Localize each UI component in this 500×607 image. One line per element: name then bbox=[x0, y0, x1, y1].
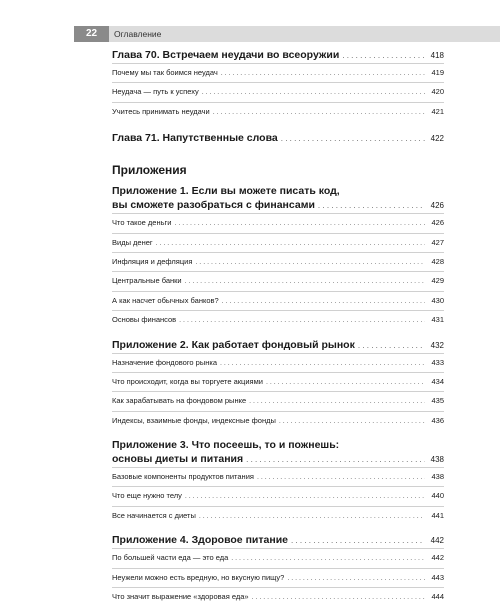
toc-item[interactable] bbox=[112, 213, 444, 232]
item-page: 428 bbox=[431, 256, 444, 266]
toc-item[interactable] bbox=[112, 271, 444, 290]
dot-leader bbox=[279, 413, 425, 431]
item-title: Что происходит, когда вы торгуете акциями bbox=[112, 376, 263, 386]
item-title: Базовые компоненты продуктов питания bbox=[112, 472, 254, 482]
item-page: 435 bbox=[431, 396, 444, 406]
toc-item[interactable] bbox=[112, 391, 444, 410]
toc-item[interactable] bbox=[112, 486, 444, 505]
dot-leader bbox=[220, 355, 425, 373]
item-title: По большей части еда — это еда bbox=[112, 553, 229, 563]
dot-leader bbox=[231, 550, 425, 568]
toc-appendix-4[interactable] bbox=[112, 533, 444, 548]
dot-leader bbox=[342, 48, 425, 63]
toc-chapter-71[interactable] bbox=[112, 131, 444, 146]
item-page: 438 bbox=[431, 472, 444, 482]
running-header: Оглавление bbox=[114, 29, 162, 39]
appendix-page: 426 bbox=[430, 201, 444, 211]
page-number: 22 bbox=[74, 26, 109, 42]
item-page: 427 bbox=[431, 237, 444, 247]
dot-leader bbox=[266, 374, 425, 392]
dot-leader bbox=[174, 215, 425, 233]
toc-item[interactable] bbox=[112, 411, 444, 430]
toc-item[interactable] bbox=[112, 102, 444, 121]
toc-item[interactable] bbox=[112, 82, 444, 101]
dot-leader bbox=[287, 570, 425, 588]
item-title: Что значит выражение «здоровая еда» bbox=[112, 592, 249, 602]
dot-leader bbox=[213, 104, 425, 122]
dot-leader bbox=[185, 488, 425, 506]
toc-item[interactable] bbox=[112, 310, 444, 329]
dot-leader bbox=[179, 312, 425, 330]
toc-item[interactable] bbox=[112, 233, 444, 252]
item-title: Основы финансов bbox=[112, 315, 177, 325]
item-page: 431 bbox=[431, 315, 444, 325]
dot-leader bbox=[202, 84, 425, 102]
dot-leader bbox=[199, 508, 425, 526]
chapter-title: Глава 71. Напутственные слова bbox=[112, 132, 278, 145]
spacer bbox=[112, 121, 444, 131]
toc-item[interactable] bbox=[112, 548, 444, 567]
chapter-title: Глава 70. Встречаем неудачи во всеоружии bbox=[112, 49, 340, 61]
dot-leader bbox=[252, 589, 425, 607]
item-page: 420 bbox=[431, 87, 444, 97]
item-page: 441 bbox=[431, 510, 444, 520]
item-page: 421 bbox=[431, 106, 444, 116]
table-of-contents bbox=[112, 48, 444, 606]
item-page: 436 bbox=[431, 415, 444, 425]
dot-leader bbox=[249, 393, 425, 411]
appendix-title-line2: вы сможете разобраться с финансами bbox=[112, 199, 315, 212]
item-page: 443 bbox=[431, 572, 444, 582]
dot-leader bbox=[195, 254, 425, 272]
section-title: Приложения bbox=[112, 163, 187, 178]
spacer bbox=[112, 330, 444, 338]
item-title: Неужели можно есть вредную, но вкусную пищу? bbox=[112, 572, 285, 582]
item-title: Почему мы так боимся неудач bbox=[112, 68, 218, 77]
item-page: 419 bbox=[431, 68, 444, 77]
item-page: 429 bbox=[431, 276, 444, 286]
dot-leader bbox=[221, 65, 425, 83]
dot-leader bbox=[318, 198, 425, 213]
appendix-page: 438 bbox=[430, 455, 444, 465]
dot-leader bbox=[291, 533, 425, 548]
chapter-page: 422 bbox=[430, 134, 444, 144]
item-title: А как насчет обычных банков? bbox=[112, 295, 219, 305]
item-page: 444 bbox=[431, 592, 444, 602]
toc-item[interactable] bbox=[112, 587, 444, 606]
toc-appendix-1[interactable] bbox=[112, 198, 444, 213]
item-title: Виды денег bbox=[112, 237, 153, 247]
toc-item[interactable] bbox=[112, 291, 444, 310]
appendix-1-title-line1[interactable]: Приложение 1. Если вы можете писать код, bbox=[112, 185, 340, 198]
item-title: Что еще нужно телу bbox=[112, 491, 182, 501]
appendix-page: 442 bbox=[430, 536, 444, 546]
item-title: Индексы, взаимные фонды, индексные фонды bbox=[112, 415, 276, 425]
toc-appendix-3[interactable] bbox=[112, 452, 444, 467]
toc-appendix-2[interactable] bbox=[112, 338, 444, 353]
item-title: Назначение фондового рынка bbox=[112, 357, 218, 367]
toc-item[interactable] bbox=[112, 252, 444, 271]
toc-item[interactable] bbox=[112, 63, 444, 82]
appendix-3-title-line1[interactable]: Приложение 3. Что посеешь, то и пожнешь: bbox=[112, 439, 340, 452]
appendix-page: 432 bbox=[430, 340, 444, 350]
appendix-title-line2: основы диеты и питания bbox=[112, 453, 244, 466]
toc-chapter-70[interactable] bbox=[112, 48, 444, 63]
dot-leader bbox=[156, 235, 425, 253]
dot-leader bbox=[222, 293, 425, 311]
dot-leader bbox=[281, 131, 425, 146]
toc-item[interactable] bbox=[112, 353, 444, 372]
appendix-title: Приложение 4. Здоровое питание bbox=[112, 534, 288, 547]
item-page: 442 bbox=[431, 553, 444, 563]
dot-leader bbox=[246, 452, 425, 467]
item-page: 430 bbox=[431, 295, 444, 305]
spacer bbox=[112, 525, 444, 533]
item-page: 433 bbox=[431, 357, 444, 367]
item-title: Как зарабатывать на фондовом рынке bbox=[112, 396, 247, 406]
item-title: Что такое деньги bbox=[112, 218, 172, 228]
item-page: 440 bbox=[431, 491, 444, 501]
toc-item[interactable] bbox=[112, 372, 444, 391]
item-page: 426 bbox=[431, 218, 444, 228]
spacer bbox=[112, 430, 444, 438]
dot-leader bbox=[257, 469, 425, 487]
item-title: Центральные банки bbox=[112, 276, 182, 286]
item-title: Учитесь принимать неудачи bbox=[112, 106, 210, 116]
chapter-page: 418 bbox=[430, 51, 444, 60]
dot-leader bbox=[185, 273, 425, 291]
appendix-title: Приложение 2. Как работает фондовый рынок bbox=[112, 338, 355, 351]
toc-item[interactable] bbox=[112, 467, 444, 486]
dot-leader bbox=[358, 338, 425, 353]
item-title: Неудача — путь к успеху bbox=[112, 87, 199, 97]
item-page: 434 bbox=[431, 376, 444, 386]
toc-item[interactable] bbox=[112, 568, 444, 587]
item-title: Инфляция и дефляция bbox=[112, 256, 193, 266]
toc-item[interactable] bbox=[112, 506, 444, 525]
item-title: Все начинается с диеты bbox=[112, 510, 196, 520]
